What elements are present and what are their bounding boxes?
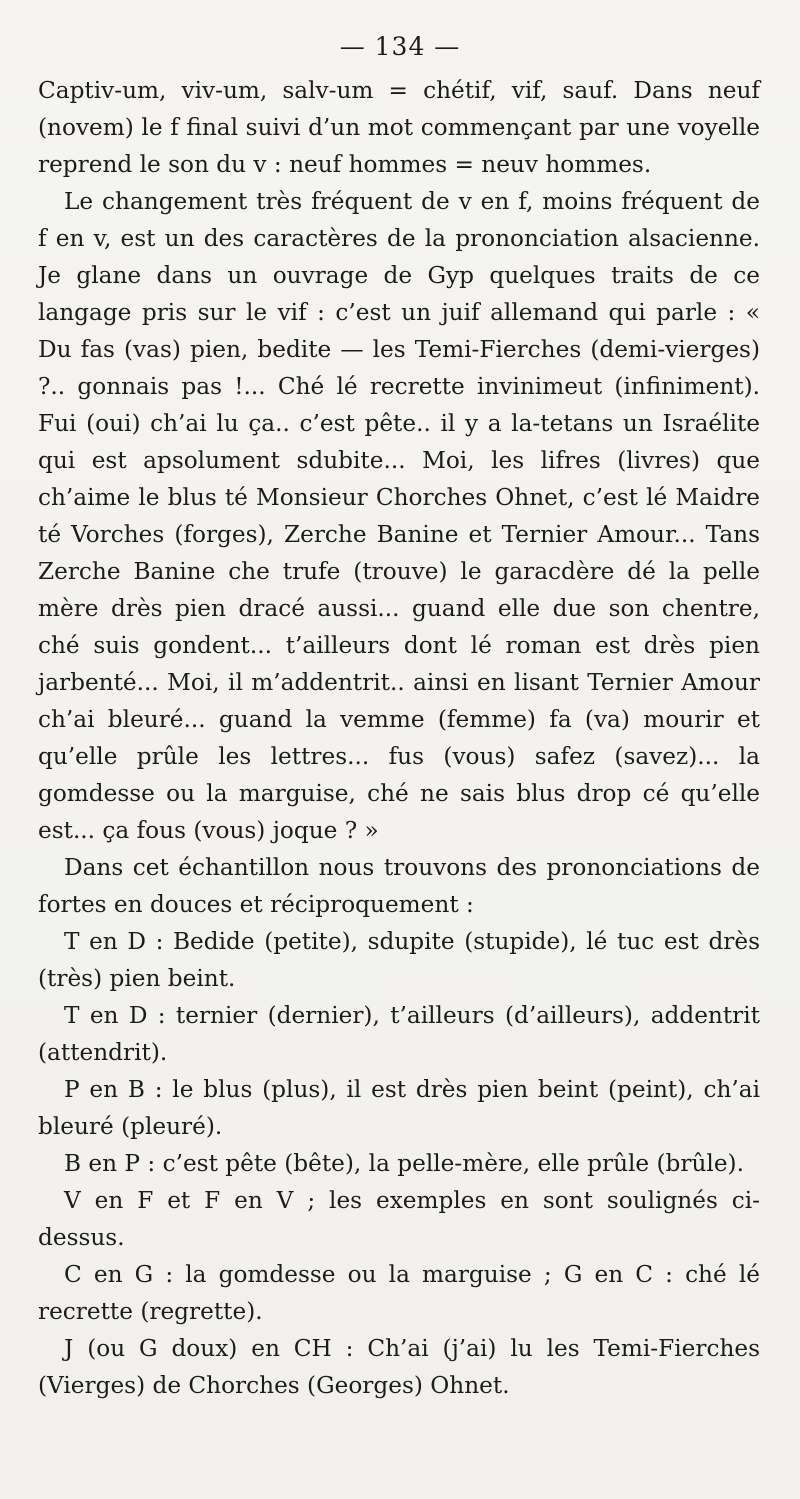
paragraph: Le changement très fréquent de v en f, moins fréquent de f en v, est un des caractères de la prononciation alsacienne. Je glane dans un ouvrage de Gyp quelques traits de ce langage pris sur le vif : c’est un juif allemand qui parle : « Du fas (vas) pien, bedite — les Temi-Fierches (demi-vierges) ?.. gonnais pas !... Ché lé recrette invinimeut (infiniment). Fui (oui) ch’ai lu ça.. c’est pête.. il y a la-tetans un Israélite qui est apsolument sdubite... Moi, les lifres (livres) que ch’aime le blus té Monsieur Chorches Ohnet, c’est lé Maidre té Vorches (forges), Zerche Banine et Ternier Amour... Tans Zerche Banine che trufe (trouve) le garacdère dé la pelle mère drès pien dracé aussi... guand elle due son chentre, ché suis gondent... t’ailleurs dont lé roman est drès pien jarbenté... Moi, il m’addentrit.. ainsi en lisant Ternier Amour ch’ai bleuré... guand la vemme (femme) fa (va) mourir et qu’elle prûle les lettres... fus (vous) safez (savez)... la gomdesse ou la marguise, ché ne sais blus drop cé qu’elle est... ça fous (vous) joque ? »	[38, 188, 760, 844]
paragraph: Captiv-um, viv-um, salv-um = chétif, vif, sauf. Dans neuf (novem) le f final suivi d’un mot commençant par une voyelle reprend le son du v : neuf hommes = neuv hommes.	[38, 77, 760, 178]
paragraph: T en D : ternier (dernier), t’ailleurs (d’ailleurs), addentrit (attendrit).	[38, 1002, 760, 1066]
page-number: — 134 —	[339, 32, 461, 61]
paragraph: B en P : c’est pête (bête), la pelle-mère, elle prûle (brûle).	[64, 1150, 744, 1177]
paragraph: J (ou G doux) en CH : Ch’ai (j’ai) lu les Temi-Fierches (Vierges) de Chorches (Georges) Ohnet.	[38, 1335, 760, 1399]
body-text	[38, 72, 760, 1404]
paragraph: V en F et F en V ; les exemples en sont soulignés ci-dessus.	[38, 1187, 760, 1251]
paragraph: P en B : le blus (plus), il est drès pien beint (peint), ch’ai bleuré (pleuré).	[38, 1076, 760, 1140]
paragraph: T en D : Bedide (petite), sdupite (stupide), lé tuc est drès (très) pien beint.	[38, 928, 760, 992]
paragraph: C en G : la gomdesse ou la marguise ; G en C : ché lé recrette (regrette).	[38, 1261, 760, 1325]
paragraph: Dans cet échantillon nous trouvons des prononciations de fortes en douces et réciproquement :	[38, 854, 760, 918]
